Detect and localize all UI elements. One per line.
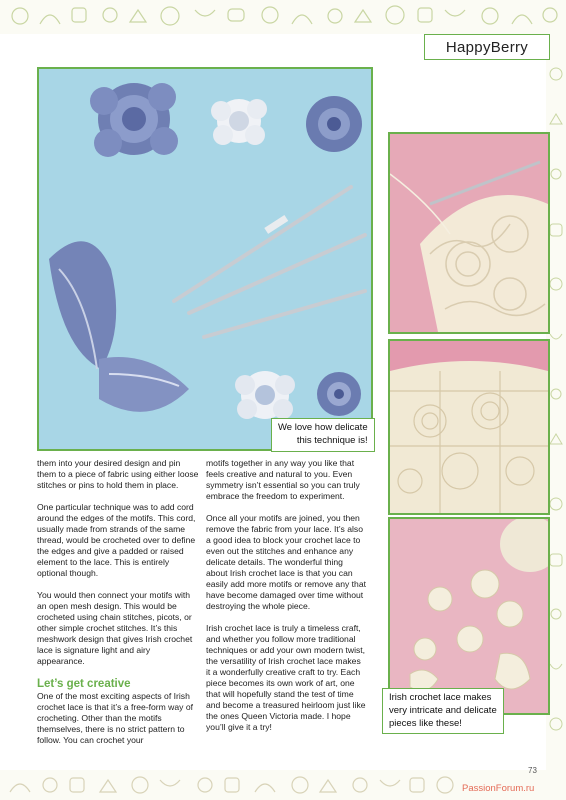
main-caption-line-1: We love how delicate — [278, 422, 368, 433]
motifs-caption-line-1: Irish crochet lace makes — [389, 692, 492, 703]
paragraph: Irish crochet lace is truly a timeless craft, and whether you follow more traditional techniques or add your own modern twist, the versatility of Irish crochet lace makes it a wonderfully creative craft to try. Each piece becomes its own work of art, one that will hopefully stand the test of time and become a treasured heirloom just like the ones Queen Victoria made. I hope you’ll give it a try! — [206, 623, 366, 732]
main-photo-caption — [271, 418, 375, 452]
paragraph: Once all your motifs are joined, you then remove the fabric from your lace. It’s also a good idea to block your crochet lace to even out the stitches and enhance any delicate details. The wonderful thing about Irish crochet lace is that you can easily add more motifs or remove any that have become damaged over time without destroying the whole piece. — [206, 513, 367, 611]
watermark-text: PassionForum.ru — [462, 783, 535, 794]
brand-name: HappyBerry — [445, 38, 529, 56]
motifs-caption-line-3: pieces like these! — [389, 717, 462, 729]
motifs-caption-line-2: very intricate and delicate — [389, 704, 497, 716]
paragraph: You would then connect your motifs with an open mesh design. This would be crocheted using chain stitches, picots, or other simple crochet stitches. It’s this meshwork design that gives Irish crochet lace is signature light and airy appearance. — [37, 590, 193, 666]
brand-label — [424, 34, 550, 60]
paragraph: them into your desired design and pin them to a piece of fabric using either loose stitches or pins to hold them in place. — [37, 458, 199, 490]
right-text-column — [206, 458, 366, 744]
lace-motifs-photo — [388, 517, 550, 715]
main-caption-line-2: this technique is! — [296, 434, 368, 446]
motifs-photo-caption — [382, 688, 504, 734]
paragraph: motifs together in any way you like that feels creative and natural to you. Even symmetry isn’t essential so you can truly embrace the freedom to experiment. — [206, 458, 360, 501]
main-photo-crochet-motifs — [37, 67, 373, 451]
section-heading: Let’s get creative — [37, 678, 131, 690]
lace-doily-photo — [388, 339, 550, 515]
paragraph: One particular technique was to add cord around the edges of the motifs. This cord, usually made from strands of the same thread, would be crocheted over to define the edges and give a padded or raised element to the lace. This is entirely optional though. — [37, 502, 196, 578]
page-number: 73 — [528, 766, 537, 775]
left-text-column — [37, 458, 199, 757]
top-doodle-border — [0, 0, 566, 34]
paragraph: One of the most exciting aspects of Irish crochet lace is that it’s a free-form way of crocheting. Other than the motifs themselves, there is no strict pattern to follow. You can crochet your — [37, 691, 194, 745]
lace-in-progress-photo — [388, 132, 550, 334]
